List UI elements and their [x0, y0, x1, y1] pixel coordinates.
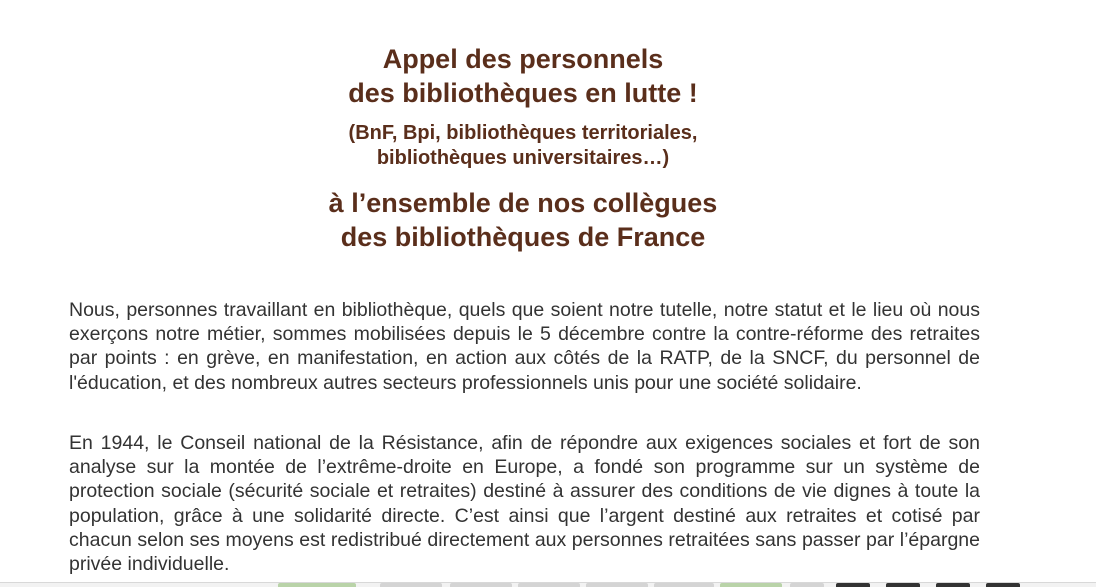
- page-subtitle-line-1: (BnF, Bpi, bibliothèques territoriales,: [348, 122, 698, 144]
- toolbar-button-11[interactable]: [936, 583, 970, 587]
- toolbar-button-8[interactable]: [790, 583, 824, 587]
- toolbar-button-3[interactable]: [450, 583, 512, 587]
- addressee-heading: [0, 186, 1046, 254]
- page-subtitle: [0, 121, 1046, 171]
- toolbar-button-12[interactable]: [986, 583, 1020, 587]
- toolbar-button-10[interactable]: [886, 583, 920, 587]
- toolbar-button-2[interactable]: [380, 583, 442, 587]
- toolbar-button-6[interactable]: [654, 583, 714, 587]
- toolbar-button-9[interactable]: [836, 583, 870, 587]
- toolbar-button-5[interactable]: [586, 583, 648, 587]
- addressee-heading-line-2: des bibliothèques de France: [340, 222, 706, 252]
- toolbar-button-4[interactable]: [518, 583, 580, 587]
- page-subtitle-line-2: bibliothèques universitaires…): [376, 147, 670, 169]
- page-title: [0, 42, 1046, 110]
- page-title-line-1: Appel des personnels: [382, 44, 664, 74]
- toolbar-button-1[interactable]: [278, 583, 356, 587]
- body-paragraph-2: En 1944, le Conseil national de la Résistance, afin de répondre aux exigences sociales et fort de son analyse sur la montée de l’extrême-droite en Europe, a fondé son programme sur un système de protection sociale (sécurité sociale et retraites) destiné à assurer des conditions de vie dignes à toute la population, grâce à une solidarité directe. C’est ainsi que l’argent destiné aux retraites et cotisé par chacun selon ses moyens est redistribué directement aux personnes retraitées sans passer par l’épargne privée individuelle.: [69, 432, 980, 576]
- page-title-line-2: des bibliothèques en lutte !: [348, 78, 698, 108]
- body-paragraph-1: Nous, personnes travaillant en bibliothèque, quels que soient notre tutelle, notre statut et le lieu où nous exerçons notre métier, sommes mobilisées depuis le 5 décembre contre la contre-réforme des retraites par points : en grève, en manifestation, en action aux côtés de la RATP, de la SNCF, du personnel de l'éducation, et des nombreux autres secteurs professionnels unis pour une société solidaire.: [69, 299, 980, 394]
- addressee-heading-line-1: à l’ensemble de nos collègues: [328, 188, 718, 218]
- toolbar-button-7[interactable]: [720, 583, 782, 587]
